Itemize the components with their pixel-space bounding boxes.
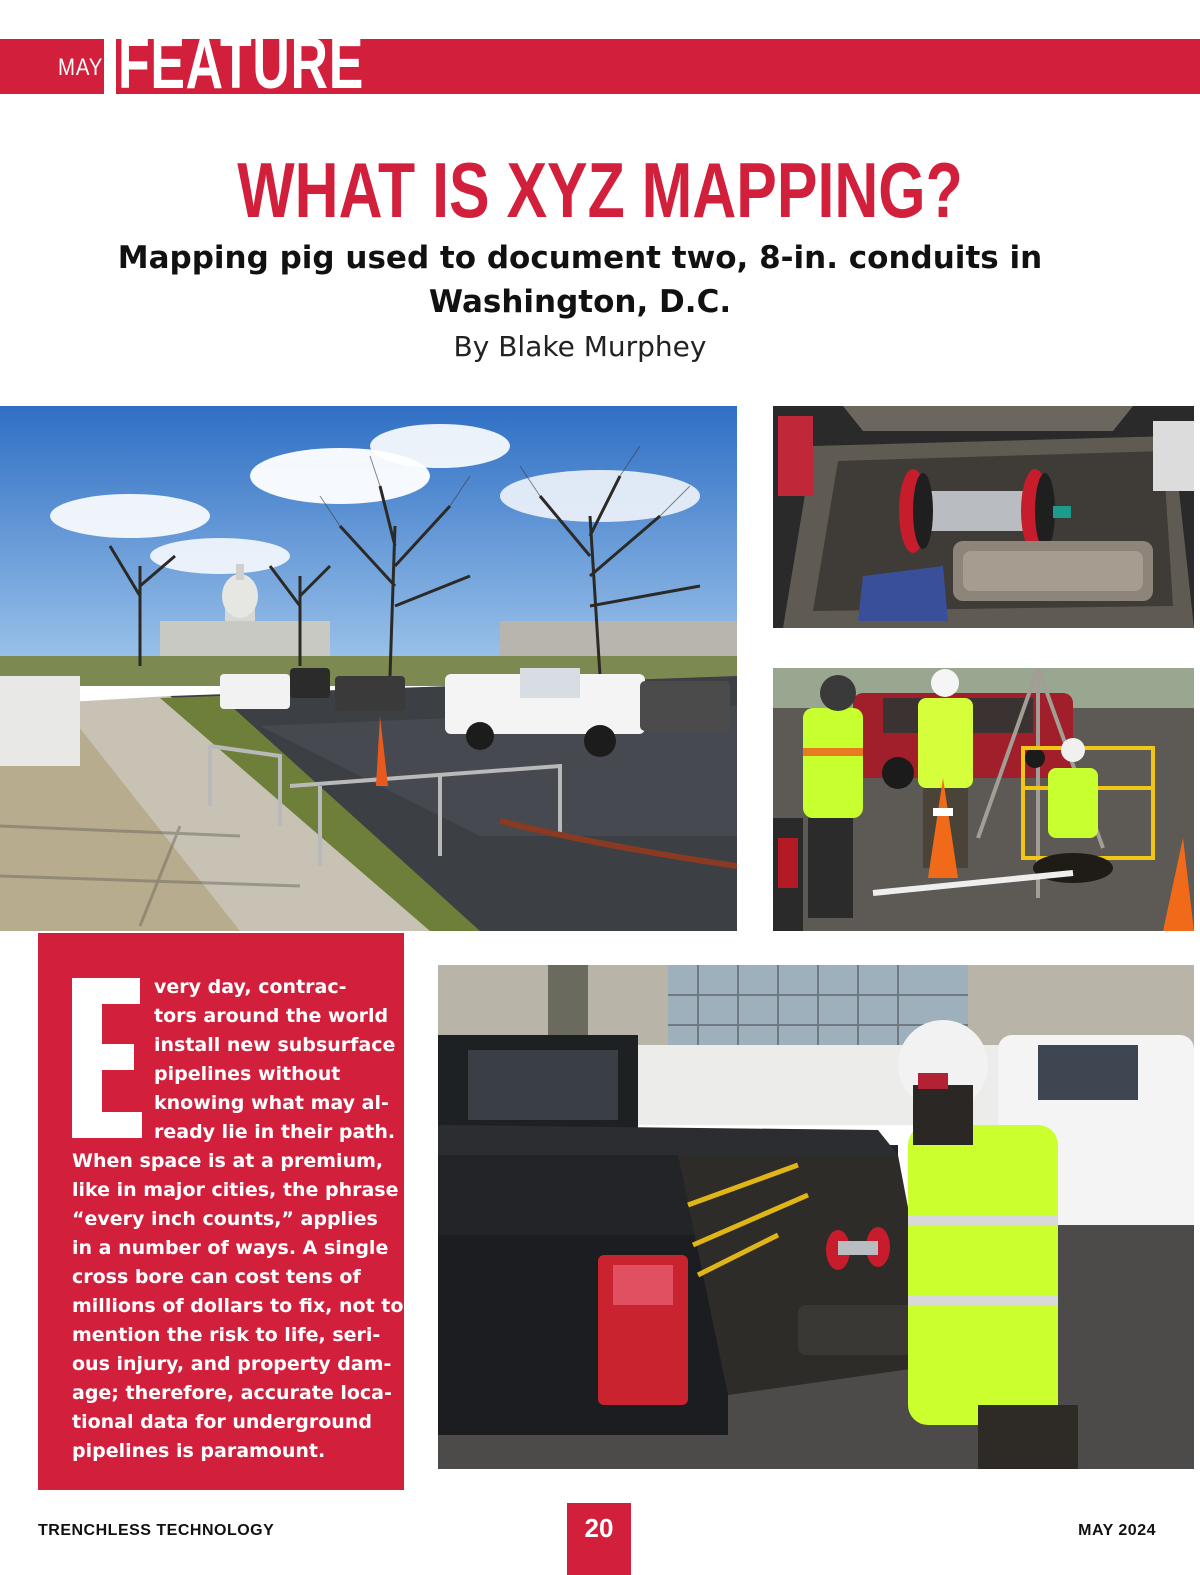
intro-paragraph <box>72 973 404 1466</box>
photo-workers-tripod <box>773 668 1194 931</box>
intro-line: like in major cities, the phrase <box>72 1179 399 1201</box>
article-subtitle: Mapping pig used to document two, 8-in. conduits in Washington, D.C. <box>117 240 1043 320</box>
publication-name: TRENCHLESS TECHNOLOGY <box>38 1522 275 1539</box>
page-number: 20 <box>584 1513 614 1543</box>
intro-line: knowing what may al- <box>154 1092 389 1114</box>
intro-line: When space is at a premium, <box>72 1150 384 1172</box>
issue-date: MAY 2024 <box>1078 1522 1156 1539</box>
intro-line: millions of dollars to fix, not to <box>72 1295 404 1317</box>
section-month: MAY <box>58 54 104 81</box>
section-label: FEATURE <box>118 24 364 104</box>
intro-line: pipelines is paramount. <box>72 1440 326 1462</box>
photo-street-scene <box>0 406 737 931</box>
photo-truck-worker <box>438 965 1194 1469</box>
photo-mapping-pig-case <box>773 406 1194 628</box>
intro-line: very day, contrac- <box>154 976 347 998</box>
intro-line: pipelines without <box>154 1063 341 1085</box>
intro-line: in a number of ways. A single <box>72 1237 389 1259</box>
banner-divider <box>104 39 116 94</box>
intro-line: tors around the world <box>154 1005 389 1027</box>
intro-line: “every inch counts,” applies <box>72 1208 378 1230</box>
article-byline: By Blake Murphey <box>453 330 707 363</box>
intro-line: ready lie in their path. <box>154 1121 396 1143</box>
intro-line: mention the risk to life, seri- <box>72 1324 381 1346</box>
intro-line: cross bore can cost tens of <box>72 1266 361 1288</box>
intro-line: ous injury, and property dam- <box>72 1353 392 1375</box>
intro-line: install new subsurface <box>154 1034 396 1056</box>
article-title: WHAT IS XYZ MAPPING? <box>237 146 963 234</box>
intro-line: age; therefore, accurate loca- <box>72 1382 392 1404</box>
intro-line: tional data for underground <box>72 1411 372 1433</box>
